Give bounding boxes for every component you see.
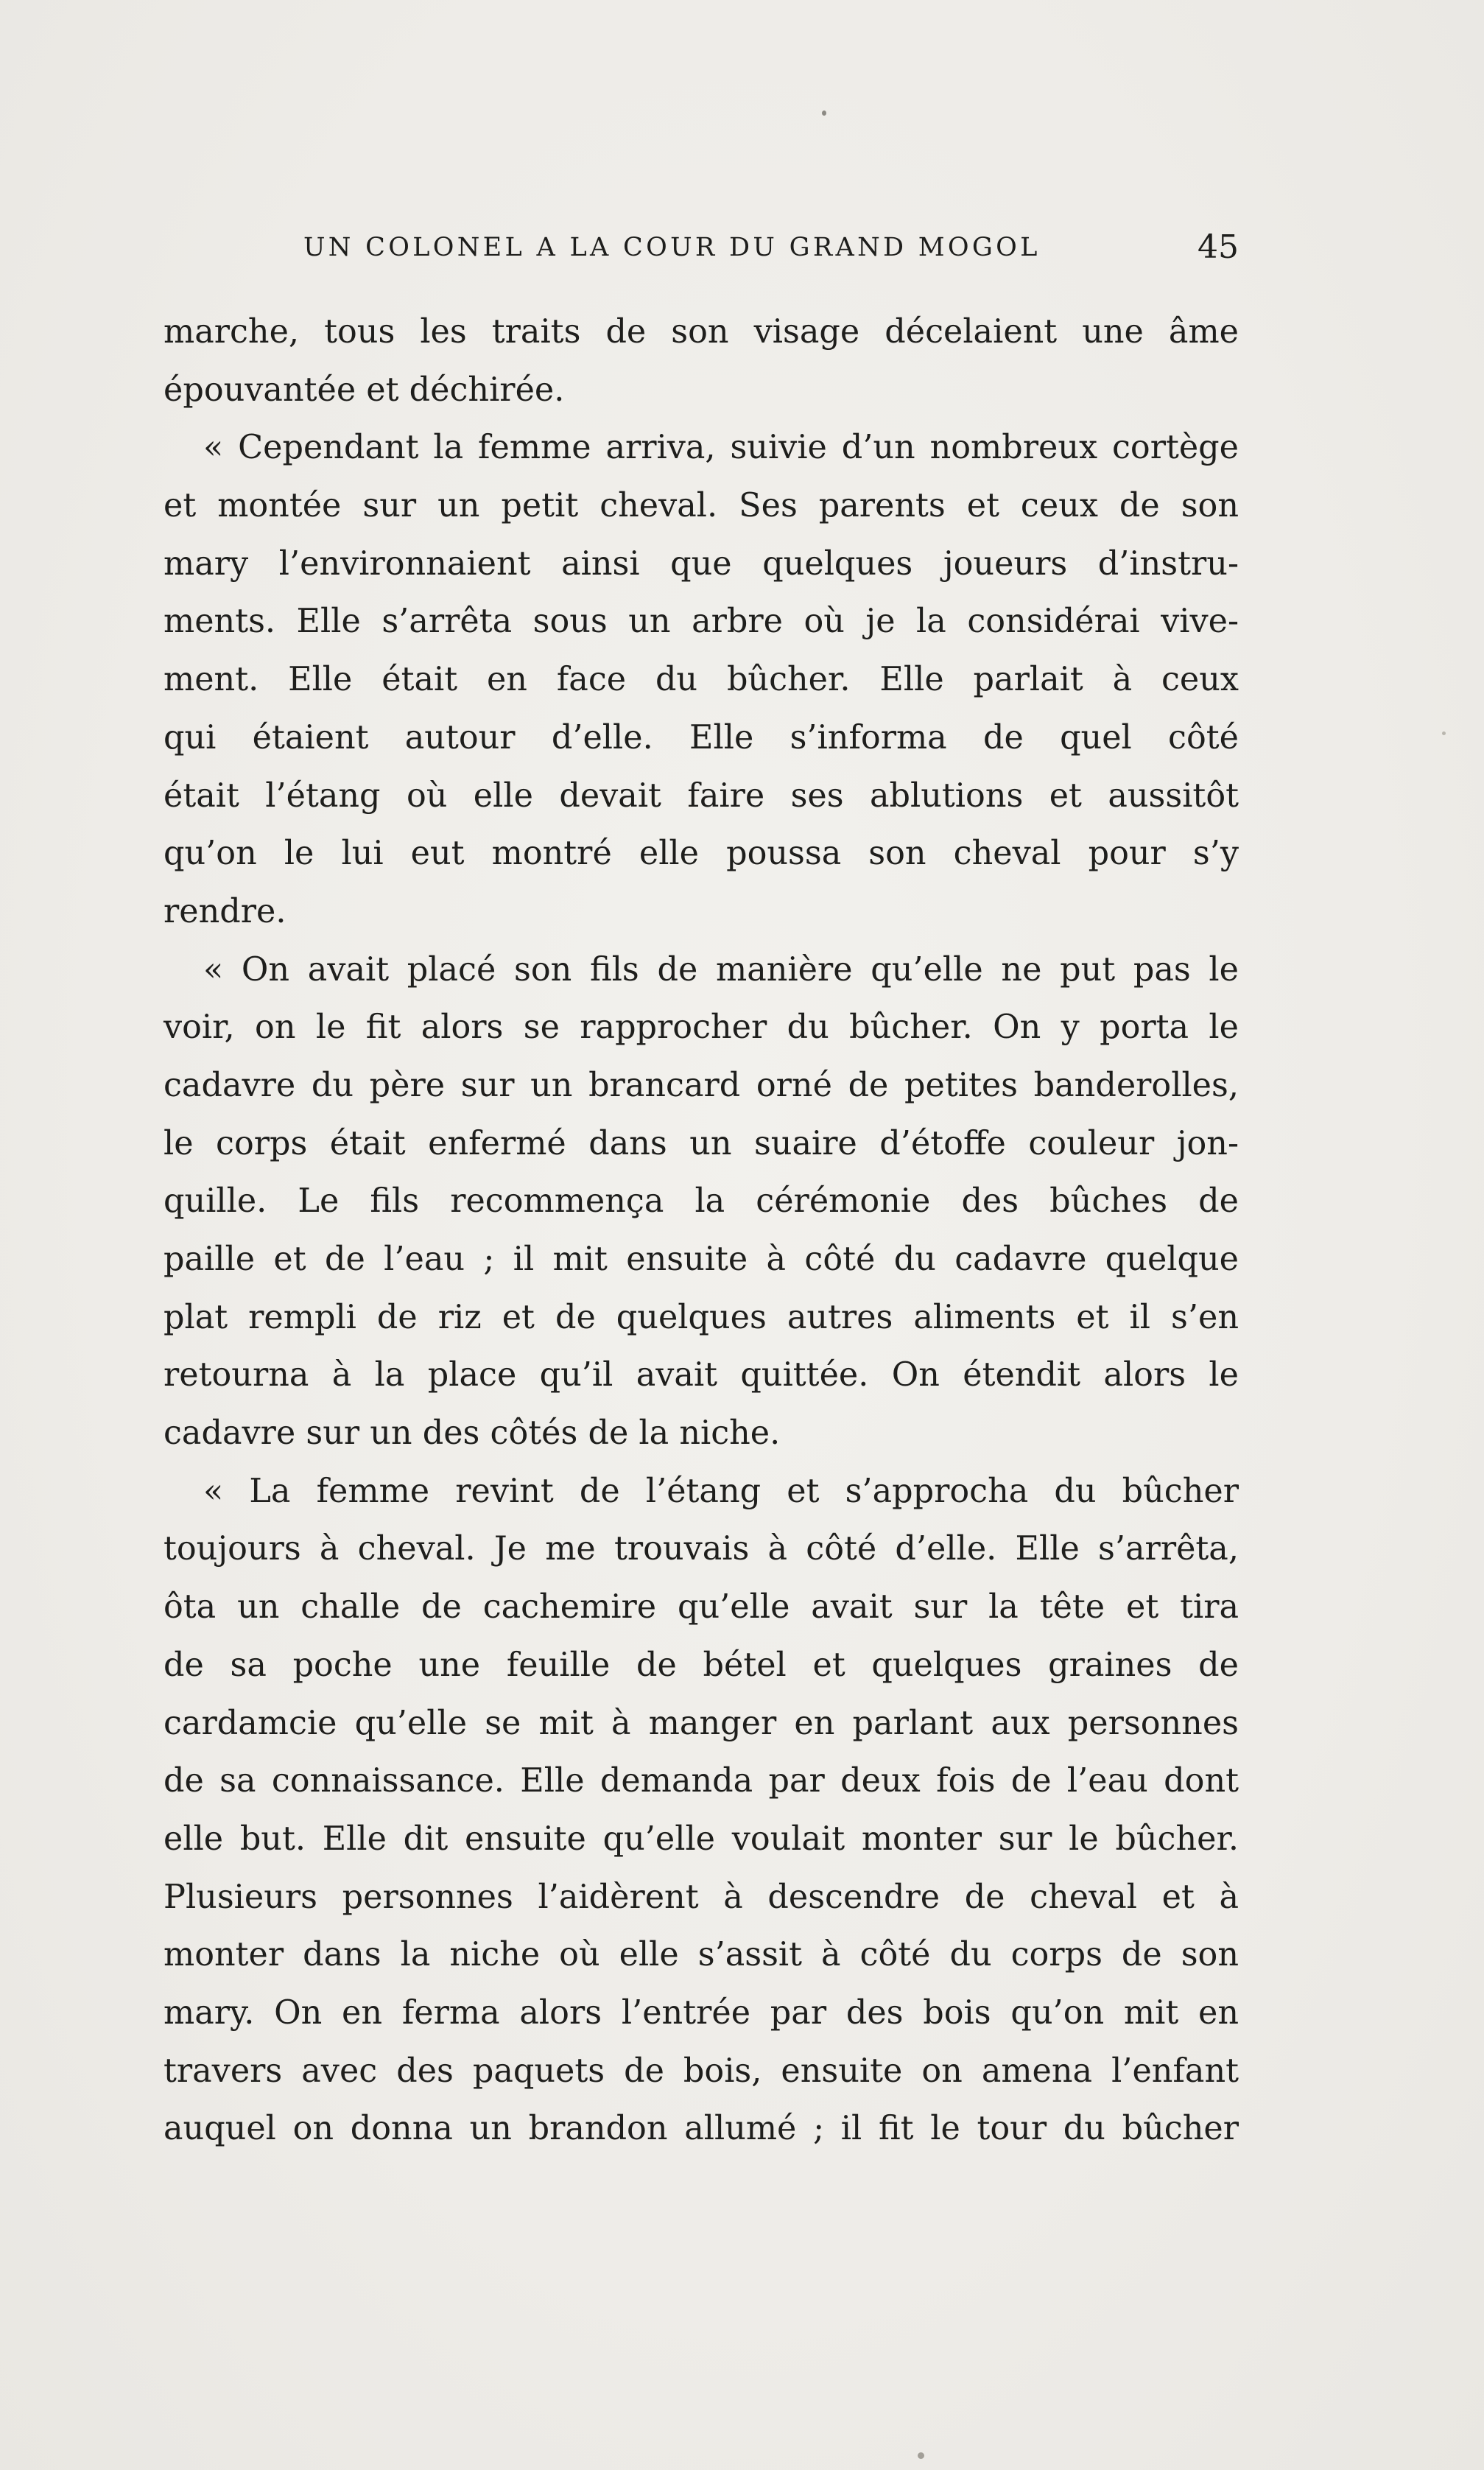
text-line: elle but. Elle dit ensuite qu’elle voulait monter sur le bûcher.: [163, 1820, 1239, 1858]
running-title: UN COLONEL A LA COUR DU GRAND MOGOL: [303, 233, 1041, 262]
text-line: Plusieurs personnes l’aidèrent à descendre de cheval et à: [163, 1878, 1239, 1916]
text-line: rendre.: [163, 892, 286, 930]
paper-speck: [918, 2452, 924, 2459]
text-line: travers avec des paquets de bois, ensuite on amena l’enfant: [163, 2052, 1239, 2090]
text-line: le corps était enfermé dans un suaire d’étoffe couleur jon-: [163, 1124, 1239, 1162]
text-line: mary. On en ferma alors l’entrée par des bois qu’on mit en: [163, 1993, 1239, 2032]
text-line: ments. Elle s’arrêta sous un arbre où je la considérai vive-: [163, 603, 1239, 641]
text-line: marche, tous les traits de son visage décelaient une âme: [163, 313, 1239, 351]
text-line: quille. Le fils recommença la cérémonie des bûches de: [163, 1182, 1239, 1221]
text-line: et montée sur un petit cheval. Ses parents et ceux de son: [163, 487, 1239, 525]
text-line: cardamcie qu’elle se mit à manger en parlant aux personnes: [163, 1704, 1239, 1742]
text-line: cadavre sur un des côtés de la niche.: [163, 1414, 781, 1453]
text-line: paille et de l’eau ; il mit ensuite à côté du cadavre quelque: [163, 1241, 1239, 1278]
text-line: auquel on donna un brandon allumé ; il fit le tour du bûcher: [163, 2110, 1239, 2148]
paper-speck: [1442, 731, 1446, 735]
text-line: plat rempli de riz et de quelques autres aliments et il s’en: [163, 1298, 1239, 1336]
text-line: épouvantée et déchirée.: [163, 371, 565, 409]
text-line: toujours à cheval. Je me trouvais à côté d’elle. Elle s’arrêta,: [163, 1530, 1239, 1568]
text-line: ôta un challe de cachemire qu’elle avait sur la tête et tira: [163, 1588, 1239, 1627]
body-text: [163, 304, 1239, 2158]
text-line: qui étaient autour d’elle. Elle s’informa de quel côté: [163, 718, 1239, 757]
text-line: de sa connaissance. Elle demanda par deux fois de l’eau dont: [163, 1762, 1239, 1800]
text-line: voir, on le fit alors se rapprocher du bûcher. On y porta le: [163, 1008, 1239, 1047]
paragraph-first-line: « Cependant la femme arriva, suivie d’un nombreux cortège: [203, 429, 1239, 467]
text-line: monter dans la niche où elle s’assit à côté du corps de son: [163, 1936, 1239, 1974]
paper-speck: [822, 110, 826, 116]
page-number: 45: [1198, 228, 1239, 266]
text-line: retourna à la place qu’il avait quittée. On étendit alors le: [163, 1356, 1239, 1394]
paragraph-first-line: « On avait placé son fils de manière qu’elle ne put pas le: [203, 950, 1239, 989]
text-line: qu’on le lui eut montré elle poussa son cheval pour s’y: [163, 835, 1239, 873]
text-line: était l’étang où elle devait faire ses ablutions et aussitôt: [163, 776, 1239, 815]
text-line: mary l’environnaient ainsi que quelques joueurs d’instru-: [163, 544, 1239, 583]
text-line: cadavre du père sur un brancard orné de petites banderolles,: [163, 1066, 1239, 1104]
text-line: de sa poche une feuille de bétel et quelques graines de: [163, 1646, 1239, 1684]
paragraph-first-line: « La femme revint de l’étang et s’approcha du bûcher: [203, 1472, 1239, 1510]
text-line: ment. Elle était en face du bûcher. Elle parlait à ceux: [163, 661, 1239, 699]
page-header: [303, 225, 1239, 270]
